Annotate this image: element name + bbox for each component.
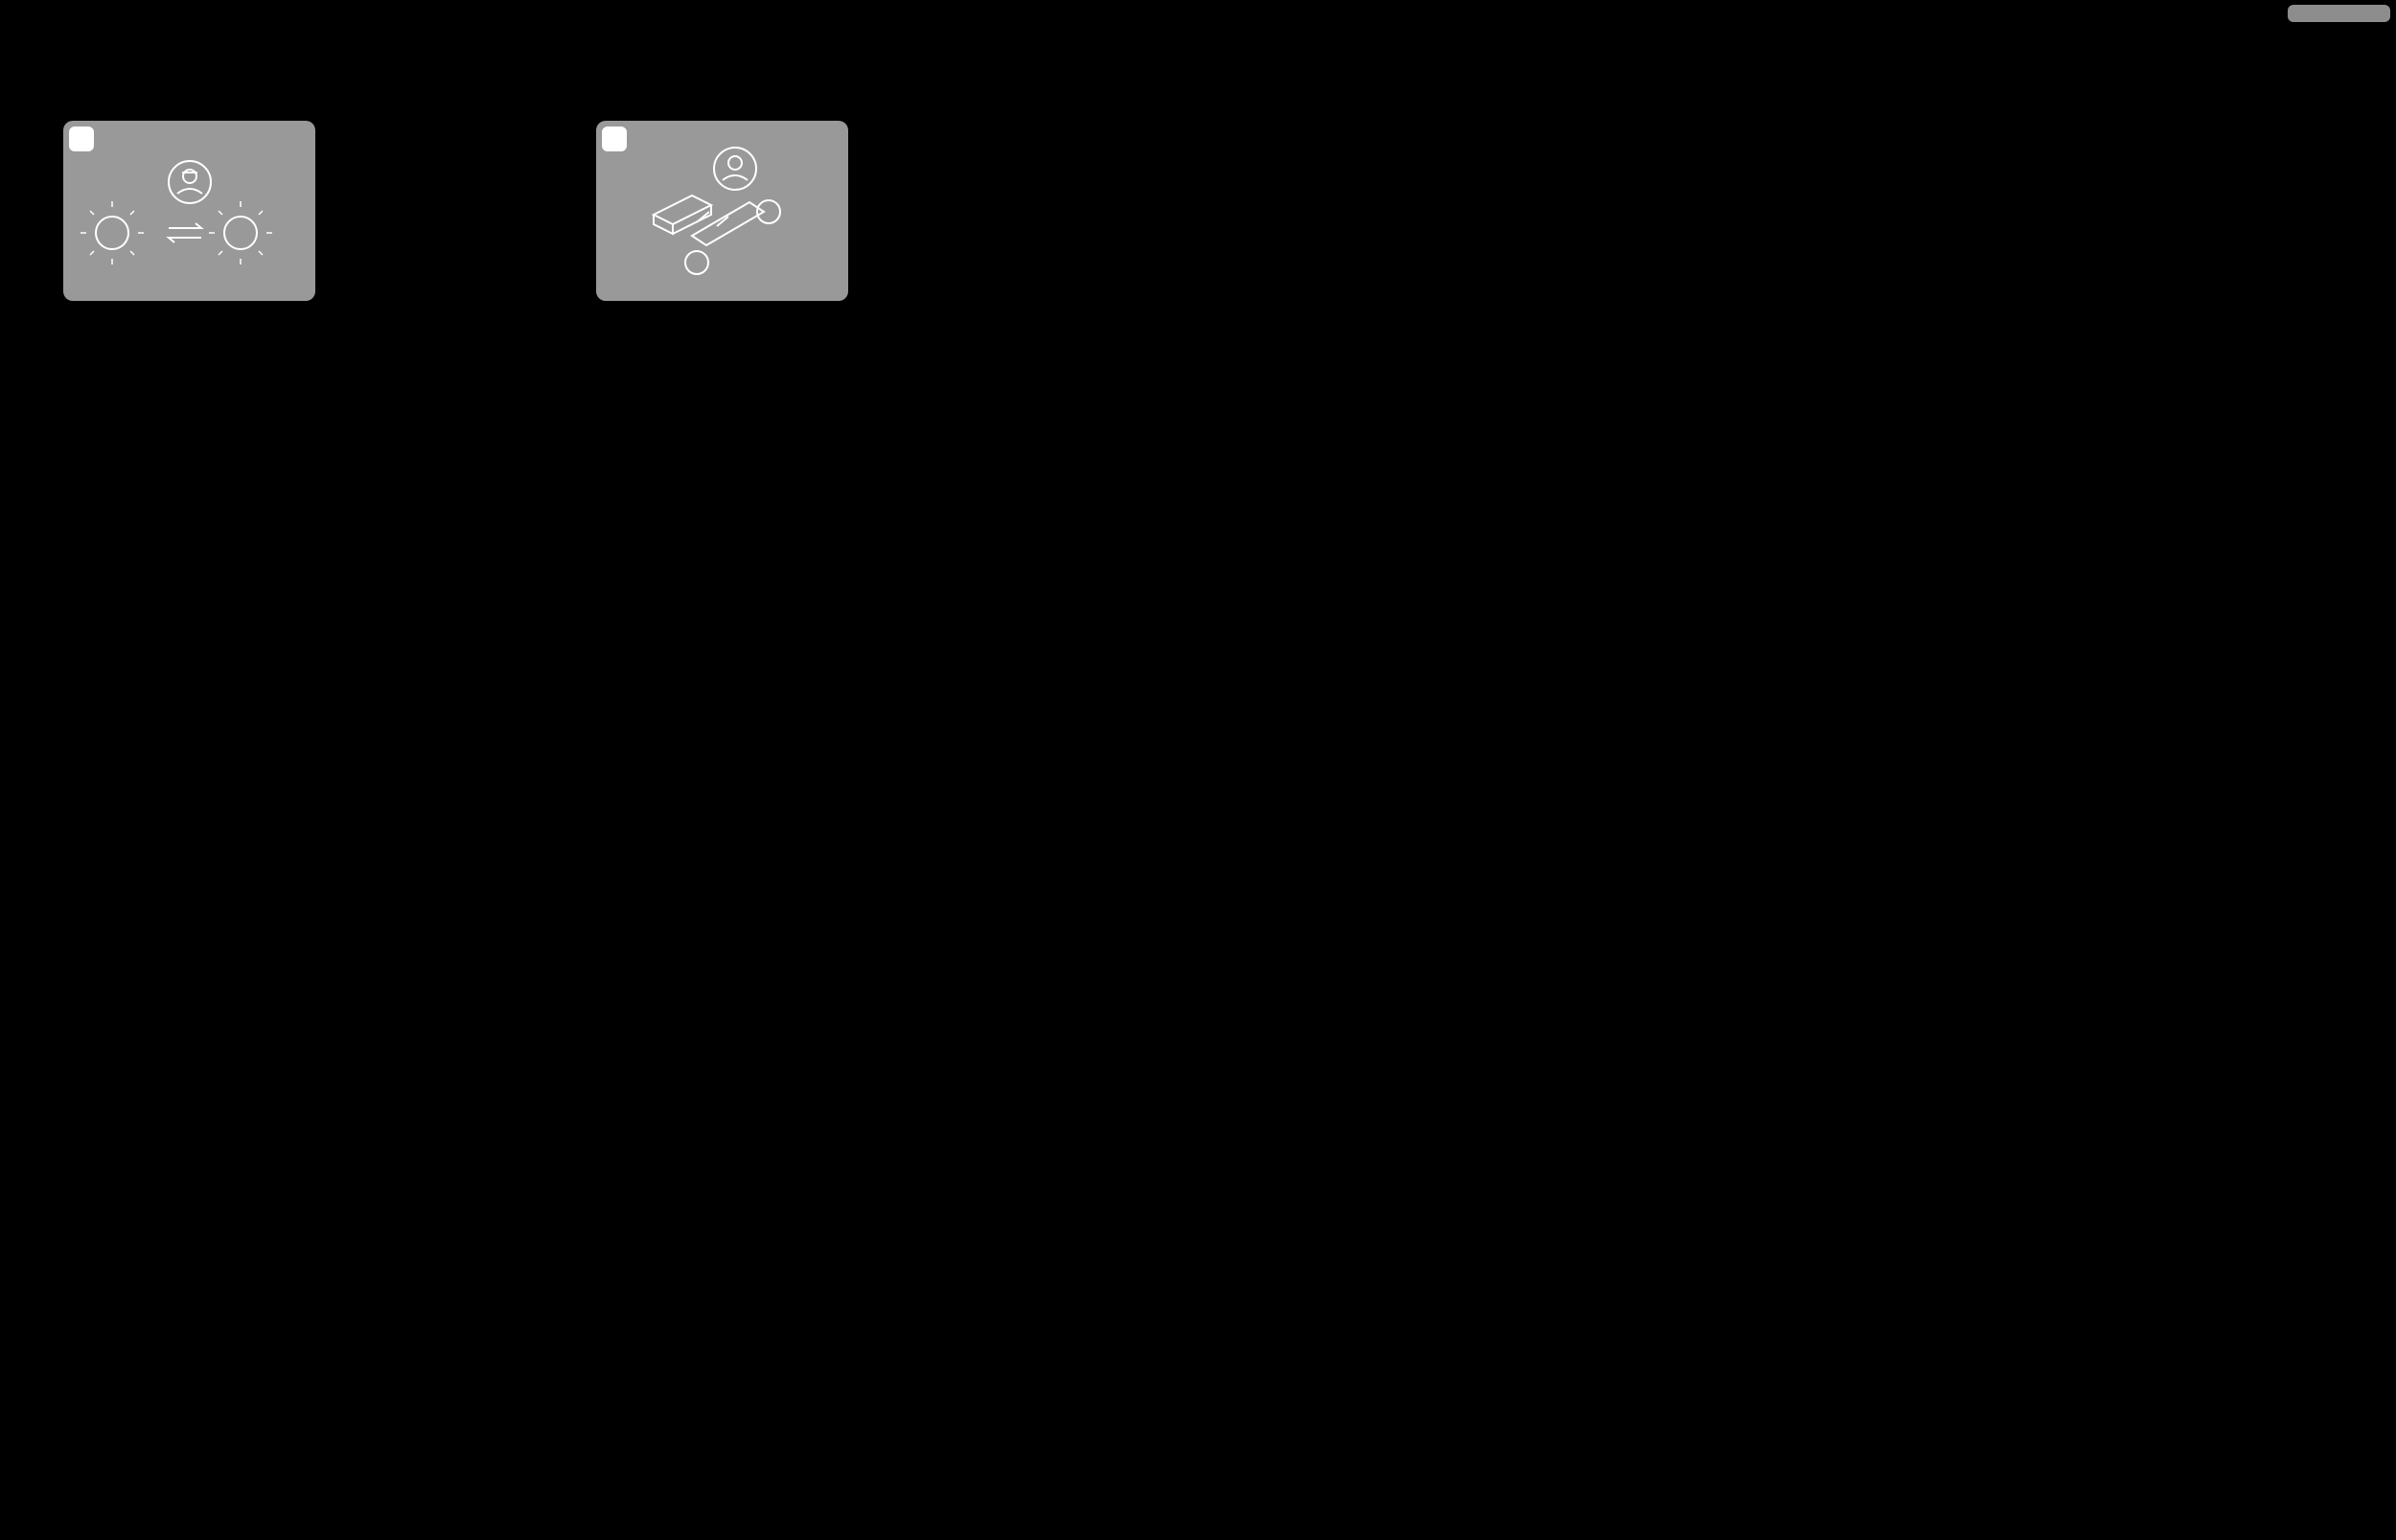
ecodesign-box-1-illustration xyxy=(63,121,315,301)
technician-icon xyxy=(63,121,315,301)
ecodesign-box-2-illustration xyxy=(596,121,848,301)
driver-replacement-icon xyxy=(596,121,848,301)
back-to-index-button[interactable] xyxy=(2288,5,2390,22)
